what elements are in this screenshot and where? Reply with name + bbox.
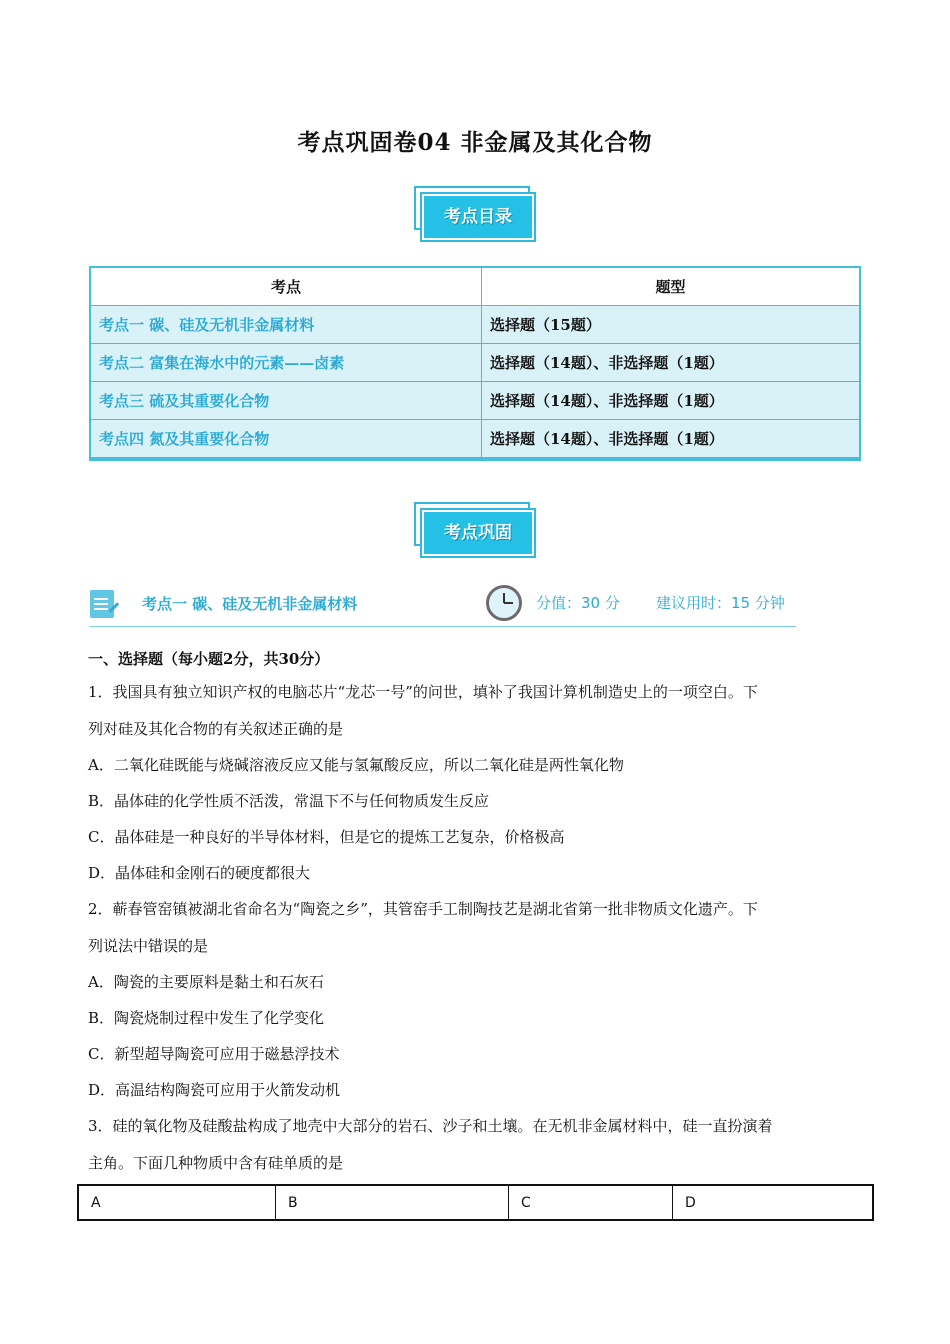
- table-row: [90, 420, 860, 460]
- option-cell: C: [509, 1185, 673, 1220]
- section-label: 考点一 碳、硅及无机非金属材料: [142, 595, 358, 613]
- catalog-topic[interactable]: 考点三 硫及其重要化合物: [90, 382, 482, 420]
- consolidate-banner: [414, 502, 530, 552]
- section-header: [90, 584, 796, 627]
- catalog-banner: [414, 186, 530, 236]
- catalog-table: [89, 266, 861, 461]
- notepad-icon: [90, 590, 114, 618]
- option-line: B．晶体硅的化学性质不活泼，常温下不与任何物质发生反应: [88, 792, 490, 810]
- option-line: C．晶体硅是一种良好的半导体材料，但是它的提炼工艺复杂，价格极高: [88, 828, 565, 846]
- catalog-topic[interactable]: 考点四 氮及其重要化合物: [90, 420, 482, 460]
- option-cell: B: [276, 1185, 509, 1220]
- question-line: 2．蕲春管窑镇被湖北省命名为“陶瓷之乡”，其管窑手工制陶技艺是湖北省第一批非物质文化遗产。下: [88, 900, 758, 918]
- section-time: 建议用时：15 分钟: [656, 594, 785, 612]
- catalog-type: 选择题（14题）、非选择题（1题）: [482, 382, 861, 420]
- option-line: A．陶瓷的主要原料是黏土和石灰石: [88, 973, 324, 991]
- option-cell: A: [78, 1185, 276, 1220]
- option-line: C．新型超导陶瓷可应用于磁悬浮技术: [88, 1045, 340, 1063]
- clock-icon: [486, 585, 522, 621]
- table-row: [78, 1185, 873, 1220]
- option-line: D．晶体硅和金刚石的硬度都很大: [88, 864, 311, 882]
- catalog-type: 选择题（15题）: [482, 306, 861, 344]
- question-line: 1．我国具有独立知识产权的电脑芯片“龙芯一号”的问世，填补了我国计算机制造史上的一项空白。下: [88, 683, 758, 701]
- catalog-type: 选择题（14题）、非选择题（1题）: [482, 344, 861, 382]
- catalog-type: 选择题（14题）、非选择题（1题）: [482, 420, 861, 460]
- catalog-header-type: 题型: [482, 267, 861, 306]
- option-cell: D: [673, 1185, 874, 1220]
- table-row: [90, 344, 860, 382]
- question-line: 3．硅的氧化物及硅酸盐构成了地壳中大部分的岩石、沙子和土壤。在无机非金属材料中，硅一直扮演着: [88, 1117, 773, 1135]
- catalog-header-topic: 考点: [90, 267, 482, 306]
- catalog-topic[interactable]: 考点二 富集在海水中的元素——卤素: [90, 344, 482, 382]
- table-row: [90, 382, 860, 420]
- catalog-header-row: [90, 267, 860, 306]
- option-line: B．陶瓷烧制过程中发生了化学变化: [88, 1009, 325, 1027]
- option-line: D．高温结构陶瓷可应用于火箭发动机: [88, 1081, 341, 1099]
- part-title: 一、选择题（每小题2分，共30分）: [88, 650, 330, 668]
- catalog-banner-label: 考点目录: [444, 207, 512, 227]
- question-line: 列对硅及其化合物的有关叙述正确的是: [88, 720, 344, 738]
- option-line: A．二氧化硅既能与烧碱溶液反应又能与氢氟酸反应，所以二氧化硅是两性氧化物: [88, 756, 624, 774]
- question-line: 主角。下面几种物质中含有硅单质的是: [88, 1154, 344, 1172]
- page-title: 考点巩固卷04 非金属及其化合物: [297, 129, 653, 156]
- consolidate-banner-label: 考点巩固: [444, 523, 512, 543]
- table-row: [90, 306, 860, 344]
- section-score: 分值：30 分: [536, 594, 620, 612]
- catalog-topic[interactable]: 考点一 碳、硅及无机非金属材料: [90, 306, 482, 344]
- options-table: [77, 1184, 874, 1221]
- question-line: 列说法中错误的是: [88, 937, 209, 955]
